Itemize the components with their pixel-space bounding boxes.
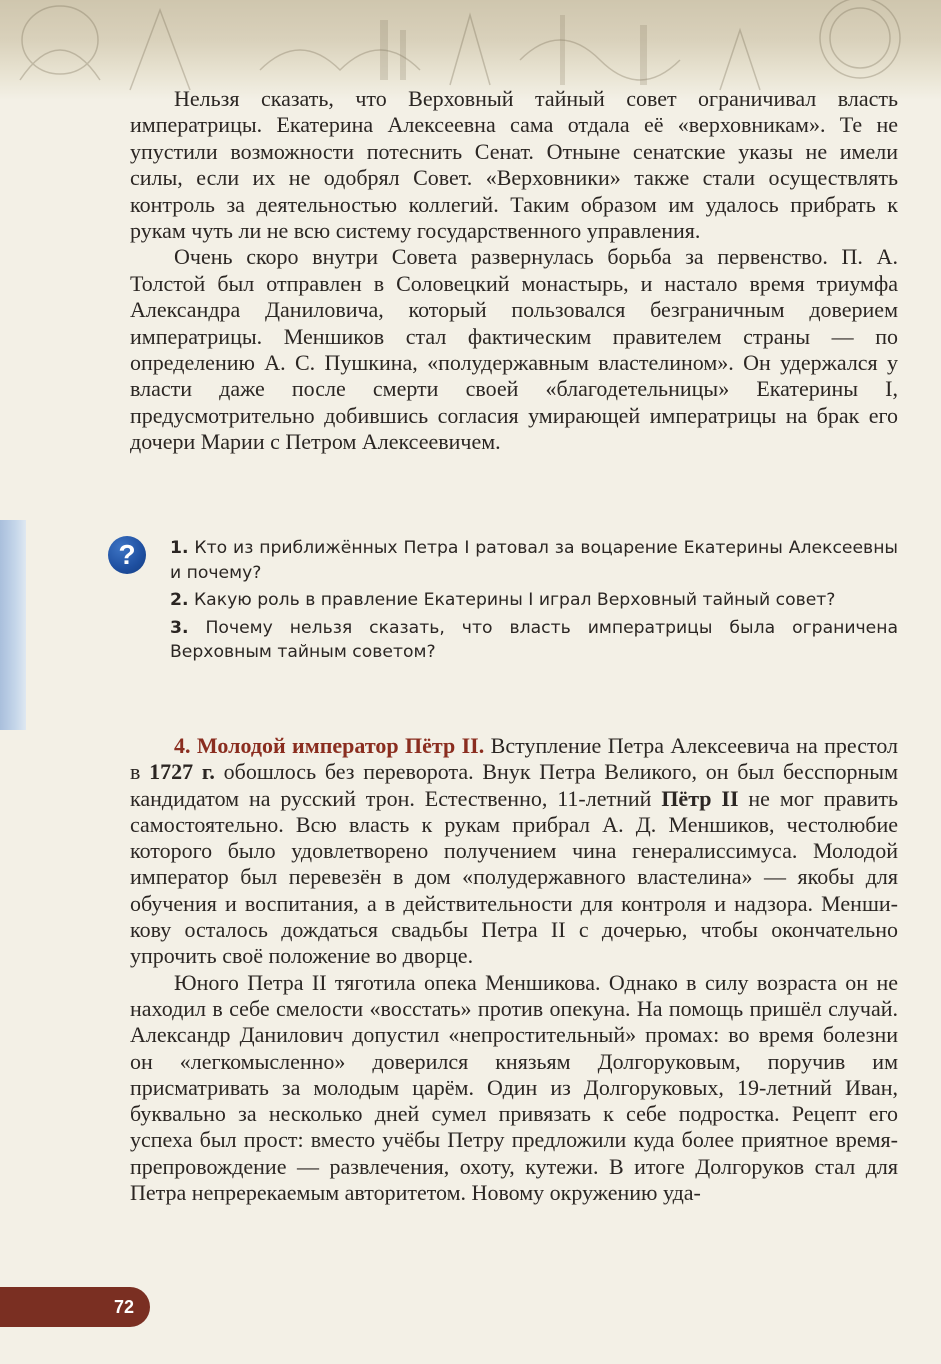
question-list <box>170 536 898 665</box>
section-4 <box>130 733 898 1206</box>
text-run: обошлось без переворота. Внук Петра Великого, он был бесспорным кандидатом на русский трон. Естественно, 11-летний <box>130 759 898 811</box>
question-item <box>170 588 898 613</box>
question-text: Почему нельзя сказать, что власть императрицы была ограничена Верховным тайным советом? <box>170 617 899 662</box>
question-number: 3. <box>170 617 189 638</box>
main-text <box>130 86 898 456</box>
question-number: 1. <box>170 538 189 558</box>
side-color-band <box>0 520 26 730</box>
paragraph: Очень скоро внутри Совета развернулась борьба за первенство. П. А. Толстой был отправлен в Соловецкий монастырь, и настало время триумфа Александра Даниловича, который пользовался безграничным доверием императрицы. Меншиков стал фактическим правителем страны — по определению А. С. Пушкина, «полудержавным властелином». Он удержался у власти даже после смерти своей «благодетельницы» Екатерины I, предусмотрительно добившись согласия умирающей императрицы на брак его дочери Марии с Петром Алексеевичем. <box>130 244 898 455</box>
paragraph: Нельзя сказать, что Верховный тайный совет ограничивал власть императрицы. Екатерина Алексеевна сама отдала её «верховникам». Те не упустили возможности потеснить Сенат. Отныне сенатские указы не имели силы, если их не одобрял Совет. «Верховники» также стали осуществлять контроль за деятельностью коллегий. Таким образом им удалось прибрать к рукам чуть ли не всю систему государственного управления. <box>130 86 898 244</box>
header-decorative-banner <box>0 0 941 100</box>
name-highlight: Пётр II <box>661 785 739 811</box>
question-item <box>170 616 898 665</box>
page-number: 72 <box>113 1297 135 1317</box>
date-highlight: 1727 г. <box>149 759 215 785</box>
text-run: не мог править самостоятельно. Всю власть к рукам прибрал А. Д. Меншиков, честолюбие которого было удовлетворено получением чина генералиссимуса. Молодой император был перевезён в дом «полудержавного властелина» — якобы для обучения и воспитания, а в действительности для контроля и надзора. Меншикову осталось дождаться свадьбы Петра II с дочерью, чтобы окончательно упрочить своё положение во дворце. <box>130 785 898 969</box>
question-text: Кто из приближённых Петра I ратовал за воцарение Екатерины Алексеевны и почему? <box>170 538 898 583</box>
question-mark-icon: ? <box>108 536 146 574</box>
questions-block <box>118 536 898 668</box>
question-number: 2. <box>170 590 189 610</box>
paragraph: Юного Петра II тяготила опека Меншикова. Однако в силу возраста он не находил в себе смелости «восстать» против опекуна. На помощь пришёл случай. Александр Данилович допустил «непростительный» промах: во время болезни он «легкомысленно» доверился князьям Долгоруковым, поручив им присматривать за молодым царём. Один из Долгоруковых, 19-летний Иван, буквально за несколько дней сумел привязать к себе подростка. Рецепт его успеха был прост: вместо учёбы Петру предложили куда более приятное времяпрепровождение — развлечения, охоту, кутежи. В итоге Долгоруков стал для Петра непререкаемым авторитетом. Новому окружению уда- <box>130 969 898 1206</box>
question-item <box>170 536 898 585</box>
text-run: Вступление Петра Алексеевича на престол в <box>130 733 899 785</box>
question-text: Какую роль в правление Екатерины I играл Верховный тайный совет? <box>193 590 836 610</box>
section-heading: 4. Молодой император Пётр II. <box>174 733 485 758</box>
paragraph <box>130 733 898 970</box>
engraving-illustration <box>0 0 941 100</box>
